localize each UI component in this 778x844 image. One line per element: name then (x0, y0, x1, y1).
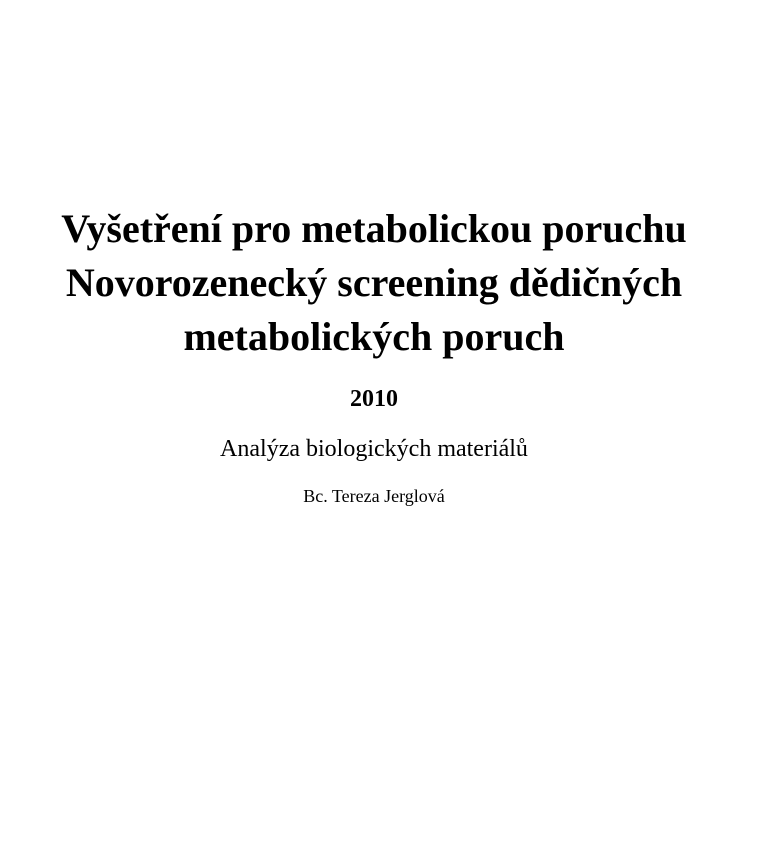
title-line-2: Novorozenecký screening dědičných (65, 260, 683, 305)
document-subject: Analýza biologických materiálů (220, 436, 528, 462)
document-year: 2010 (350, 386, 398, 412)
document-title (0, 202, 748, 364)
title-line-3: metabolických poruch (183, 314, 565, 359)
document-author: Bc. Tereza Jerglová (303, 486, 445, 506)
title-line-1: Vyšetření pro metabolickou poruchu (61, 206, 687, 251)
